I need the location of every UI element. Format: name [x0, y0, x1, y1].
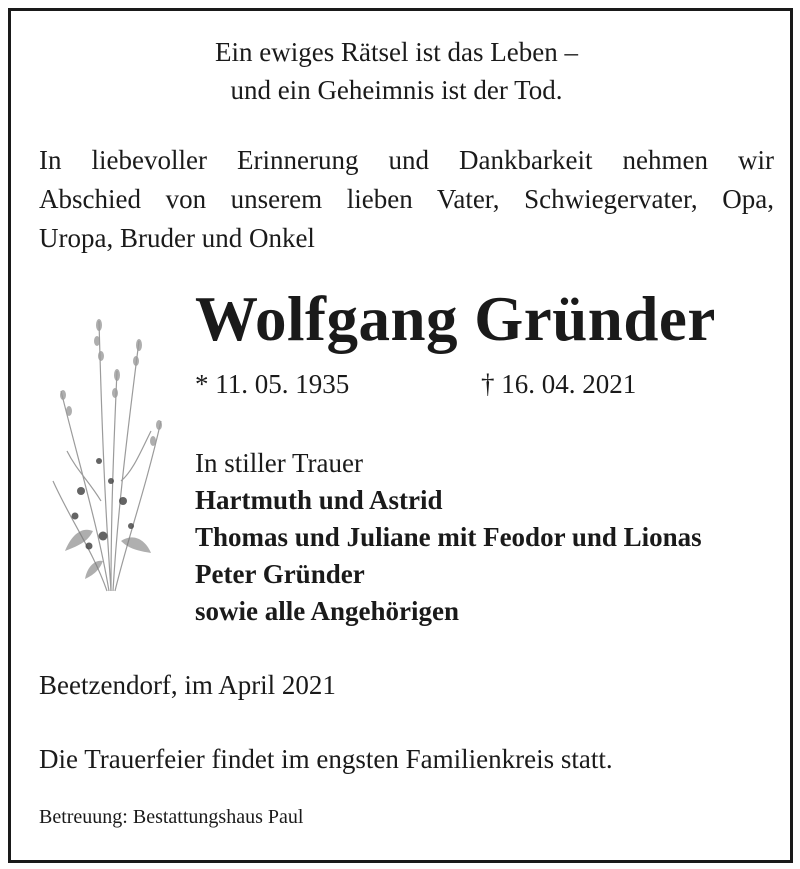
ceremony-note: Die Trauerfeier findet im engsten Familienkreis statt. — [39, 744, 613, 774]
mourner-name: Hartmuth und Astrid — [195, 485, 443, 515]
intro-line-3: Uropa, Bruder und Onkel — [39, 223, 315, 253]
verse-line-1: Ein ewiges Rätsel ist das Leben – — [215, 37, 578, 67]
funeral-home-note: Betreuung: Bestattungshaus Paul — [39, 806, 304, 828]
birth-date: * 11. 05. 1935 — [195, 369, 350, 399]
intro-line-2: Abschied von unserem lieben Vater, Schwiegervater, Opa, — [39, 184, 774, 214]
mourner-name: Thomas und Juliane mit Feodor und Lionas — [195, 522, 702, 552]
death-date: † 16. 04. 2021 — [481, 369, 637, 399]
verse-line-2: und ein Geheimnis ist der Tod. — [230, 75, 563, 105]
mourners-heading: In stiller Trauer — [195, 448, 363, 478]
mourner-name: sowie alle Angehörigen — [195, 596, 459, 626]
deceased-name: Wolfgang Gründer — [195, 284, 716, 354]
intro-text — [39, 141, 774, 258]
grass-bouquet-icon — [41, 301, 171, 601]
mourners-block — [195, 445, 702, 630]
mourner-name: Peter Gründer — [195, 559, 365, 589]
verse — [11, 33, 790, 109]
intro-line-1: In liebevoller Erinnerung und Dankbarkeit nehmen wir — [39, 145, 774, 175]
place-date: Beetzendorf, im April 2021 — [39, 670, 336, 700]
obituary-notice — [8, 8, 793, 863]
